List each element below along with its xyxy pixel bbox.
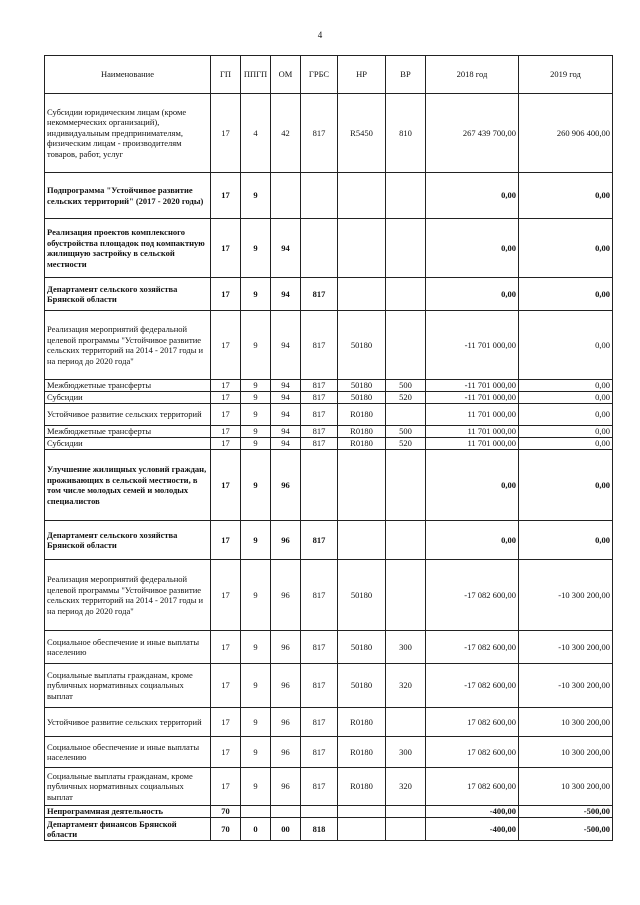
cell-2019: -10 300 200,00	[519, 560, 613, 631]
cell-grbs	[301, 219, 338, 278]
cell-2018: 17 082 600,00	[426, 768, 519, 806]
header-2018: 2018 год	[426, 56, 519, 94]
table-row	[45, 631, 613, 664]
cell-name: Социальные выплаты гражданам, кроме публичных нормативных социальных выплат	[45, 768, 211, 806]
cell-grbs: 817	[301, 426, 338, 438]
cell-nr: R0180	[338, 768, 386, 806]
cell-2019: 10 300 200,00	[519, 708, 613, 737]
cell-vr: 810	[386, 94, 426, 173]
cell-name: Департамент сельского хозяйства Брянской области	[45, 521, 211, 560]
cell-grbs	[301, 806, 338, 818]
cell-gp: 17	[211, 708, 241, 737]
cell-2019: 0,00	[519, 426, 613, 438]
cell-2018: -17 082 600,00	[426, 560, 519, 631]
cell-2018: 17 082 600,00	[426, 737, 519, 768]
cell-nr: R0180	[338, 438, 386, 450]
header-2019: 2019 год	[519, 56, 613, 94]
header-gp: ГП	[211, 56, 241, 94]
cell-grbs: 817	[301, 380, 338, 392]
table-row	[45, 664, 613, 708]
table-row	[45, 521, 613, 560]
cell-grbs: 817	[301, 392, 338, 404]
cell-2019: 0,00	[519, 278, 613, 311]
header-nr: НР	[338, 56, 386, 94]
cell-om: 96	[271, 560, 301, 631]
cell-name: Межбюджетные трансферты	[45, 380, 211, 392]
cell-grbs: 817	[301, 737, 338, 768]
cell-vr	[386, 450, 426, 521]
cell-2018: -400,00	[426, 806, 519, 818]
cell-2018: 17 082 600,00	[426, 708, 519, 737]
cell-ppgp: 9	[241, 380, 271, 392]
cell-nr: R0180	[338, 404, 386, 426]
cell-grbs: 817	[301, 631, 338, 664]
cell-om: 94	[271, 380, 301, 392]
table-body	[45, 94, 613, 841]
cell-nr	[338, 219, 386, 278]
cell-2018: -11 701 000,00	[426, 311, 519, 380]
cell-vr: 520	[386, 438, 426, 450]
cell-gp: 17	[211, 311, 241, 380]
cell-ppgp: 9	[241, 426, 271, 438]
cell-2019: 0,00	[519, 219, 613, 278]
cell-vr	[386, 173, 426, 219]
cell-grbs: 817	[301, 768, 338, 806]
cell-ppgp: 9	[241, 737, 271, 768]
table-row	[45, 560, 613, 631]
cell-vr: 500	[386, 380, 426, 392]
cell-ppgp: 4	[241, 94, 271, 173]
cell-vr	[386, 404, 426, 426]
table-row	[45, 737, 613, 768]
cell-om: 96	[271, 450, 301, 521]
cell-2019: 0,00	[519, 438, 613, 450]
cell-name: Улучшение жилищных условий граждан, проживающих в сельской местности, в том числе молодых семей и молодых специалистов	[45, 450, 211, 521]
cell-2019: 0,00	[519, 521, 613, 560]
cell-gp: 17	[211, 173, 241, 219]
cell-2019: -500,00	[519, 818, 613, 841]
cell-vr: 320	[386, 664, 426, 708]
cell-2019: -500,00	[519, 806, 613, 818]
cell-2018: 0,00	[426, 173, 519, 219]
cell-om: 96	[271, 521, 301, 560]
cell-ppgp: 9	[241, 311, 271, 380]
cell-gp: 70	[211, 818, 241, 841]
cell-name: Устойчивое развитие сельских территорий	[45, 404, 211, 426]
cell-gp: 17	[211, 392, 241, 404]
cell-vr	[386, 708, 426, 737]
header-om: ОМ	[271, 56, 301, 94]
cell-2019: 0,00	[519, 450, 613, 521]
cell-ppgp: 9	[241, 560, 271, 631]
cell-nr	[338, 278, 386, 311]
table-row	[45, 450, 613, 521]
cell-2018: 11 701 000,00	[426, 438, 519, 450]
cell-name: Субсидии	[45, 392, 211, 404]
cell-ppgp: 9	[241, 631, 271, 664]
cell-grbs: 817	[301, 664, 338, 708]
cell-gp: 17	[211, 768, 241, 806]
cell-name: Социальное обеспечение и иные выплаты населению	[45, 631, 211, 664]
cell-gp: 17	[211, 664, 241, 708]
cell-nr: R5450	[338, 94, 386, 173]
cell-name: Реализация проектов комплексного обустройства площадок под компактную жилищную застройку в сельской местности	[45, 219, 211, 278]
cell-2018: 0,00	[426, 278, 519, 311]
cell-ppgp: 9	[241, 219, 271, 278]
cell-gp: 17	[211, 560, 241, 631]
cell-om	[271, 173, 301, 219]
cell-om: 96	[271, 708, 301, 737]
table-row	[45, 219, 613, 278]
cell-om: 94	[271, 278, 301, 311]
cell-2018: -11 701 000,00	[426, 380, 519, 392]
cell-vr	[386, 219, 426, 278]
cell-grbs: 817	[301, 311, 338, 380]
cell-grbs: 817	[301, 278, 338, 311]
cell-vr: 320	[386, 768, 426, 806]
cell-nr	[338, 806, 386, 818]
cell-gp: 17	[211, 94, 241, 173]
cell-grbs: 817	[301, 438, 338, 450]
cell-ppgp: 9	[241, 392, 271, 404]
header-grbs: ГРБС	[301, 56, 338, 94]
budget-table	[44, 55, 613, 841]
cell-ppgp: 9	[241, 173, 271, 219]
table-row	[45, 311, 613, 380]
cell-ppgp: 9	[241, 664, 271, 708]
cell-grbs	[301, 173, 338, 219]
cell-gp: 17	[211, 380, 241, 392]
cell-nr	[338, 450, 386, 521]
cell-gp: 17	[211, 737, 241, 768]
cell-2019: 10 300 200,00	[519, 737, 613, 768]
cell-2018: 11 701 000,00	[426, 404, 519, 426]
cell-nr: R0180	[338, 426, 386, 438]
header-vr: ВР	[386, 56, 426, 94]
table-row	[45, 380, 613, 392]
cell-nr: 50180	[338, 311, 386, 380]
cell-2018: 11 701 000,00	[426, 426, 519, 438]
cell-name: Социальные выплаты гражданам, кроме публичных нормативных социальных выплат	[45, 664, 211, 708]
cell-vr: 300	[386, 631, 426, 664]
cell-nr: 50180	[338, 560, 386, 631]
cell-ppgp: 9	[241, 404, 271, 426]
cell-grbs: 817	[301, 560, 338, 631]
header-ppgp: ППГП	[241, 56, 271, 94]
cell-name: Департамент сельского хозяйства Брянской области	[45, 278, 211, 311]
cell-om: 96	[271, 768, 301, 806]
cell-name: Департамент финансов Брянской области	[45, 818, 211, 841]
cell-nr	[338, 521, 386, 560]
header-name: Наименование	[45, 56, 211, 94]
table-row	[45, 708, 613, 737]
cell-2019: 10 300 200,00	[519, 768, 613, 806]
cell-2018: -17 082 600,00	[426, 664, 519, 708]
cell-grbs: 817	[301, 708, 338, 737]
cell-nr: R0180	[338, 737, 386, 768]
cell-grbs: 818	[301, 818, 338, 841]
cell-name: Непрограммная деятельность	[45, 806, 211, 818]
cell-2018: -11 701 000,00	[426, 392, 519, 404]
cell-vr	[386, 818, 426, 841]
cell-om: 96	[271, 631, 301, 664]
cell-vr	[386, 311, 426, 380]
cell-om: 00	[271, 818, 301, 841]
table-row	[45, 768, 613, 806]
cell-name: Субсидии юридическим лицам (кроме некоммерческих организаций), индивидуальным предпринимателям, физическим лицам - производителям товаров, работ, услуг	[45, 94, 211, 173]
cell-2019: 0,00	[519, 392, 613, 404]
page-number: 4	[317, 30, 323, 40]
cell-vr	[386, 560, 426, 631]
cell-name: Подпрограмма "Устойчивое развитие сельских территорий" (2017 - 2020 годы)	[45, 173, 211, 219]
cell-nr: 50180	[338, 380, 386, 392]
cell-ppgp: 9	[241, 450, 271, 521]
cell-om: 94	[271, 311, 301, 380]
cell-om: 42	[271, 94, 301, 173]
cell-2018: 267 439 700,00	[426, 94, 519, 173]
cell-2018: 0,00	[426, 450, 519, 521]
cell-gp: 17	[211, 278, 241, 311]
cell-name: Социальное обеспечение и иные выплаты населению	[45, 737, 211, 768]
cell-vr: 300	[386, 737, 426, 768]
cell-ppgp: 9	[241, 438, 271, 450]
cell-ppgp: 9	[241, 278, 271, 311]
table-row	[45, 438, 613, 450]
table-row	[45, 392, 613, 404]
table-row	[45, 278, 613, 311]
cell-vr	[386, 806, 426, 818]
cell-om: 94	[271, 404, 301, 426]
cell-nr: 50180	[338, 631, 386, 664]
table-row	[45, 404, 613, 426]
cell-2018: 0,00	[426, 521, 519, 560]
cell-ppgp: 0	[241, 818, 271, 841]
cell-ppgp: 9	[241, 768, 271, 806]
cell-name: Межбюджетные трансферты	[45, 426, 211, 438]
cell-2019: -10 300 200,00	[519, 631, 613, 664]
cell-2019: 0,00	[519, 311, 613, 380]
cell-gp: 70	[211, 806, 241, 818]
cell-nr: 50180	[338, 392, 386, 404]
cell-name: Реализация мероприятий федеральной целевой программы "Устойчивое развитие сельских территорий на 2014 - 2017 годы и на период до 2020 года"	[45, 311, 211, 380]
table-row	[45, 818, 613, 841]
cell-vr: 520	[386, 392, 426, 404]
cell-om: 94	[271, 438, 301, 450]
cell-ppgp: 9	[241, 708, 271, 737]
table-row	[45, 94, 613, 173]
cell-nr	[338, 818, 386, 841]
cell-2019: 260 906 400,00	[519, 94, 613, 173]
cell-gp: 17	[211, 219, 241, 278]
table-row	[45, 426, 613, 438]
cell-nr: 50180	[338, 664, 386, 708]
cell-grbs: 817	[301, 404, 338, 426]
cell-ppgp	[241, 806, 271, 818]
cell-vr	[386, 521, 426, 560]
cell-gp: 17	[211, 404, 241, 426]
cell-gp: 17	[211, 521, 241, 560]
cell-2019: 0,00	[519, 173, 613, 219]
cell-name: Устойчивое развитие сельских территорий	[45, 708, 211, 737]
cell-name: Реализация мероприятий федеральной целевой программы "Устойчивое развитие сельских территорий на 2014 - 2017 годы и на период до 2020 года"	[45, 560, 211, 631]
table-header-row	[45, 56, 613, 94]
cell-name: Субсидии	[45, 438, 211, 450]
cell-2019: -10 300 200,00	[519, 664, 613, 708]
cell-gp: 17	[211, 438, 241, 450]
cell-om: 96	[271, 664, 301, 708]
cell-grbs	[301, 450, 338, 521]
cell-nr	[338, 173, 386, 219]
cell-2018: -17 082 600,00	[426, 631, 519, 664]
cell-gp: 17	[211, 450, 241, 521]
cell-grbs: 817	[301, 521, 338, 560]
cell-om	[271, 806, 301, 818]
cell-om: 94	[271, 392, 301, 404]
cell-ppgp: 9	[241, 521, 271, 560]
cell-2019: 0,00	[519, 404, 613, 426]
cell-gp: 17	[211, 631, 241, 664]
cell-om: 94	[271, 426, 301, 438]
table-row	[45, 173, 613, 219]
cell-gp: 17	[211, 426, 241, 438]
cell-2018: -400,00	[426, 818, 519, 841]
cell-om: 94	[271, 219, 301, 278]
cell-vr: 500	[386, 426, 426, 438]
cell-vr	[386, 278, 426, 311]
cell-nr: R0180	[338, 708, 386, 737]
cell-2018: 0,00	[426, 219, 519, 278]
table-row	[45, 806, 613, 818]
cell-grbs: 817	[301, 94, 338, 173]
cell-om: 96	[271, 737, 301, 768]
cell-2019: 0,00	[519, 380, 613, 392]
